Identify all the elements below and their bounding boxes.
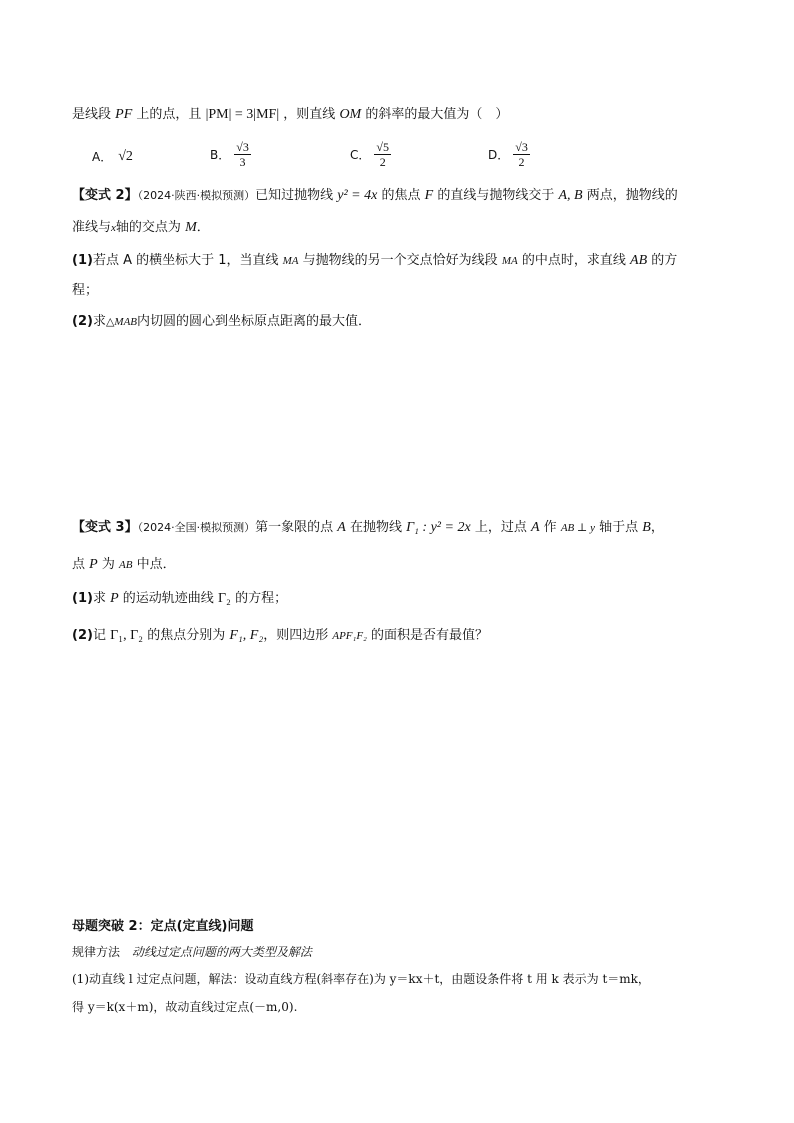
option-letter: C．: [350, 148, 371, 162]
option-letter: B．: [210, 148, 231, 162]
text: 上，过点: [474, 520, 527, 535]
text: 的焦点: [381, 188, 421, 203]
text: 的斜率的最大值为（ ）: [365, 107, 509, 122]
numerator: √3: [236, 140, 249, 154]
math-gamma1: Γ₁ : y² = 2x: [406, 520, 471, 535]
option-a[interactable]: [92, 148, 133, 165]
denominator: 2: [379, 155, 386, 169]
math-x: x: [111, 222, 116, 234]
option-letter: A．: [92, 150, 113, 164]
text: 的方: [651, 253, 678, 268]
text: 上的点，且: [136, 107, 202, 122]
math-pf: PF: [115, 107, 133, 122]
variant3-part2: [72, 627, 488, 645]
text: 内切圆的圆心到坐标原点距离的最大值．: [137, 314, 372, 329]
math-ab: AB: [119, 559, 133, 571]
variant2-part1-line1: [72, 252, 677, 270]
numerator: √3: [515, 140, 528, 154]
variant2-line-2: [72, 219, 210, 237]
math-b: B: [642, 520, 651, 535]
text: 的焦点分别为: [147, 628, 226, 643]
text: 的运动轨迹曲线: [122, 591, 214, 606]
rule-title: 动线过定点问题的两大类型及解法: [131, 945, 312, 959]
option-value: √2: [118, 148, 133, 164]
variant-tag: 【变式 2】: [72, 188, 138, 203]
math-foci: F₁, F₂: [229, 628, 264, 643]
rule-label: 规律方法: [72, 945, 121, 959]
text: 记: [92, 628, 106, 643]
math-perp: AB ⊥ y: [560, 522, 595, 534]
text: 的面积是否有最值？: [371, 628, 489, 643]
text: 两点，抛物线的: [586, 188, 678, 203]
denominator: 3: [239, 155, 246, 169]
text: 轴于点: [599, 520, 639, 535]
text: ，: [650, 520, 664, 535]
math-gamma2: Γ₂: [217, 591, 231, 606]
option-fraction: [234, 140, 251, 169]
math-parabola: y² = 4x: [337, 188, 378, 203]
text: ，则四边形: [263, 628, 329, 643]
text: 的方程；: [235, 591, 288, 606]
math-ma: MA: [282, 255, 299, 267]
text: ．: [196, 220, 210, 235]
variant2-part2: [72, 313, 371, 331]
text: 中点．: [136, 557, 176, 572]
math-p: P: [110, 591, 119, 606]
math-ab: A, B: [558, 188, 583, 203]
text: 程；: [72, 283, 99, 298]
option-c[interactable]: [350, 140, 391, 169]
denominator: 2: [518, 155, 525, 169]
text: 点: [72, 557, 86, 572]
text: 轴的交点为: [115, 220, 181, 235]
option-b[interactable]: [210, 140, 251, 169]
part-label: (1): [72, 591, 93, 606]
math-m: M: [185, 220, 197, 235]
part-label: (1): [72, 253, 93, 268]
option-fraction: [513, 140, 530, 169]
text: 与抛物线的另一个交点恰好为线段: [302, 253, 498, 268]
variant-tag: 【变式 3】: [72, 520, 138, 535]
text: 求: [92, 314, 106, 329]
part-label: (2): [72, 314, 93, 329]
text: 准线与: [72, 220, 112, 235]
option-d[interactable]: [488, 140, 530, 169]
variant2-line-1: [72, 187, 678, 205]
math-ab: AB: [630, 253, 648, 268]
text: 求: [92, 591, 106, 606]
text: 为: [101, 557, 115, 572]
question-line-1: [72, 106, 508, 124]
rule-heading: [72, 943, 312, 961]
math-om: OM: [339, 107, 362, 122]
part-label: (2): [72, 628, 93, 643]
numerator: √5: [376, 140, 389, 154]
math-a: A: [530, 520, 540, 535]
math-quadrilateral: APF₁F₂: [332, 630, 367, 642]
option-fraction: [374, 140, 391, 169]
math-f: F: [424, 188, 434, 203]
text: 的直线与抛物线交于: [437, 188, 555, 203]
math-p: P: [89, 557, 98, 572]
math-a: A: [337, 520, 346, 535]
variant3-line-2: [72, 556, 176, 574]
text: 是线段: [72, 107, 112, 122]
text: 的中点时，求直线: [521, 253, 626, 268]
variant3-part1: [72, 590, 287, 608]
math-ma: MA: [501, 255, 518, 267]
rule-line-2: 得 y＝k(x＋m)，故动直线过定点(－m,0).: [72, 1000, 298, 1014]
variant3-line-1: [72, 519, 664, 537]
text: 若点 A 的横坐标大于 1，当直线: [92, 253, 279, 268]
text: 第一象限的点: [255, 520, 334, 535]
rule-line-1: (1)动直线 l 过定点问题，解法：设动直线方程(斜率存在)为 y＝kx＋t，由题设条件将 t 用 k 表示为 t＝mk，: [72, 972, 650, 986]
math-condition: |PM| = 3|MF|: [205, 107, 280, 122]
text: 作: [543, 520, 557, 535]
option-letter: D．: [488, 148, 510, 162]
math-triangle: △MAB: [105, 316, 138, 328]
math-gammas: Γ₁, Γ₂: [110, 628, 144, 643]
section-title: 母题突破 2：定点(定直线)问题: [72, 919, 254, 934]
variant2-part1-line2: [72, 282, 98, 300]
variant-source: （2024·陕西·模拟预测）: [137, 189, 256, 202]
text: 在抛物线: [349, 520, 402, 535]
text: 已知过抛物线: [255, 188, 334, 203]
text: ，则直线: [283, 107, 336, 122]
variant-source: （2024·全国·模拟预测）: [137, 521, 256, 534]
